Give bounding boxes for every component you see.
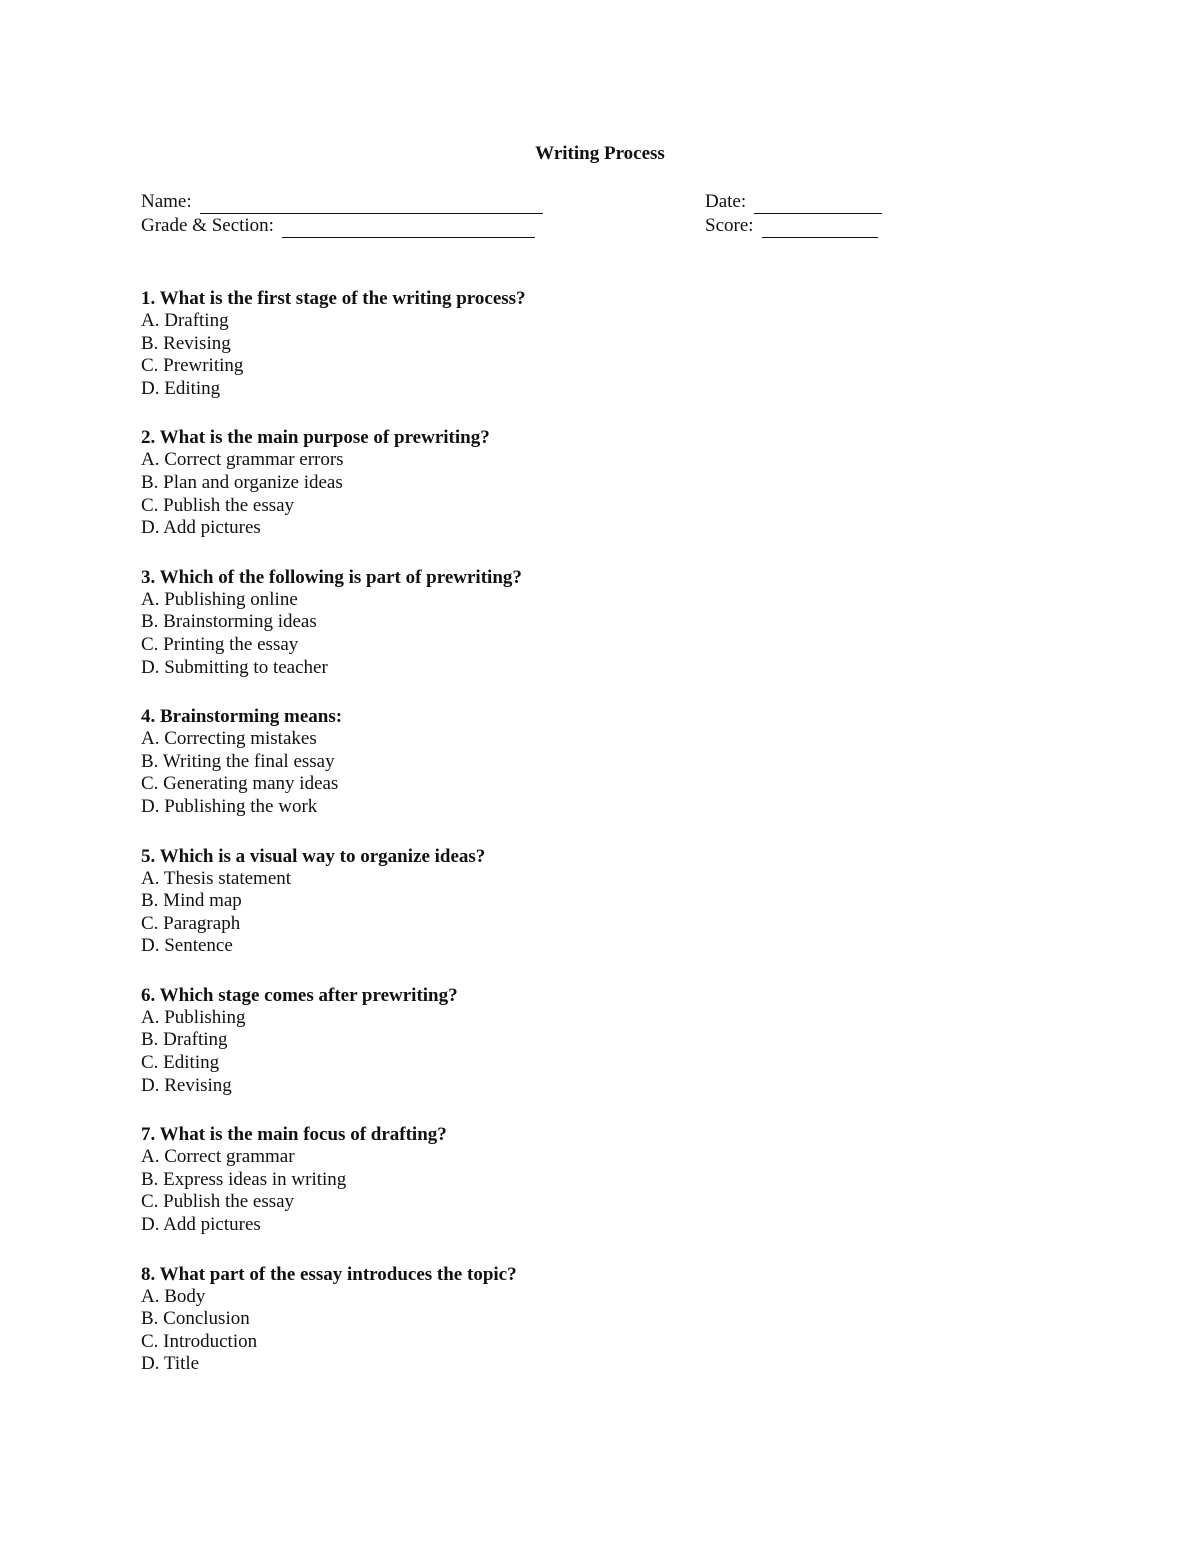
option-c: C. Introduction	[141, 1330, 258, 1352]
question-2	[141, 426, 1041, 539]
option-d: D. Add pictures	[141, 517, 261, 539]
score-label: Score:	[705, 215, 754, 236]
question-text: 7. What is the main focus of drafting?	[141, 1124, 447, 1146]
option-b: B. Brainstorming ideas	[141, 611, 317, 633]
question-8	[141, 1263, 1041, 1376]
option-b: B. Drafting	[141, 1029, 228, 1051]
option-b: B. Plan and organize ideas	[141, 471, 343, 493]
score-blank[interactable]	[762, 219, 878, 238]
name-label: Name:	[141, 191, 192, 212]
date-blank[interactable]	[754, 195, 882, 214]
name-blank[interactable]	[200, 195, 543, 214]
question-text: 3. Which of the following is part of prewriting?	[141, 566, 522, 588]
name-field-row	[141, 190, 543, 214]
grade-section-blank[interactable]	[282, 219, 535, 238]
option-d: D. Add pictures	[141, 1214, 261, 1236]
option-b: B. Conclusion	[141, 1308, 250, 1330]
option-a: A. Drafting	[141, 310, 229, 331]
question-1	[141, 287, 1041, 400]
question-list	[141, 287, 1041, 1402]
option-c: C. Publish the essay	[141, 494, 295, 516]
question-text: 6. Which stage comes after prewriting?	[141, 984, 458, 1006]
option-a: A. Publishing online	[141, 588, 298, 610]
question-5	[141, 845, 1041, 958]
page-title: Writing Process	[535, 143, 665, 164]
date-field-row	[705, 190, 882, 214]
option-d: D. Sentence	[141, 935, 233, 957]
option-c: C. Generating many ideas	[141, 773, 339, 795]
option-b: B. Revising	[141, 332, 231, 354]
date-label: Date:	[705, 191, 747, 212]
option-b: B. Mind map	[141, 890, 242, 912]
option-d: D. Publishing the work	[141, 795, 318, 817]
option-a: A. Body	[141, 1285, 206, 1307]
grade-section-field-row	[141, 214, 535, 238]
option-d: D. Editing	[141, 377, 221, 399]
option-a: A. Correct grammar errors	[141, 449, 344, 471]
question-7	[141, 1123, 1041, 1236]
question-4	[141, 705, 1041, 818]
option-c: C. Publish the essay	[141, 1191, 295, 1213]
question-text: 1. What is the first stage of the writing process?	[141, 288, 526, 309]
question-text: 5. Which is a visual way to organize ideas?	[141, 845, 486, 867]
score-field-row	[705, 214, 878, 238]
option-a: A. Correcting mistakes	[141, 728, 317, 750]
option-c: C. Printing the essay	[141, 633, 299, 655]
option-d: D. Submitting to teacher	[141, 656, 328, 678]
option-d: D. Title	[141, 1353, 200, 1375]
option-b: B. Writing the final essay	[141, 750, 335, 772]
option-b: B. Express ideas in writing	[141, 1168, 347, 1190]
question-text: 2. What is the main purpose of prewriting?	[141, 427, 490, 449]
question-text: 4. Brainstorming means:	[141, 706, 343, 728]
option-d: D. Revising	[141, 1074, 232, 1096]
question-6	[141, 984, 1041, 1097]
grade-section-label: Grade & Section:	[141, 215, 274, 236]
option-a: A. Publishing	[141, 1006, 246, 1028]
option-a: A. Correct grammar	[141, 1146, 295, 1168]
question-text: 8. What part of the essay introduces the topic?	[141, 1263, 517, 1285]
option-a: A. Thesis statement	[141, 867, 292, 889]
option-c: C. Paragraph	[141, 912, 241, 934]
question-3	[141, 566, 1041, 679]
option-c: C. Editing	[141, 1052, 220, 1074]
option-c: C. Prewriting	[141, 355, 244, 377]
